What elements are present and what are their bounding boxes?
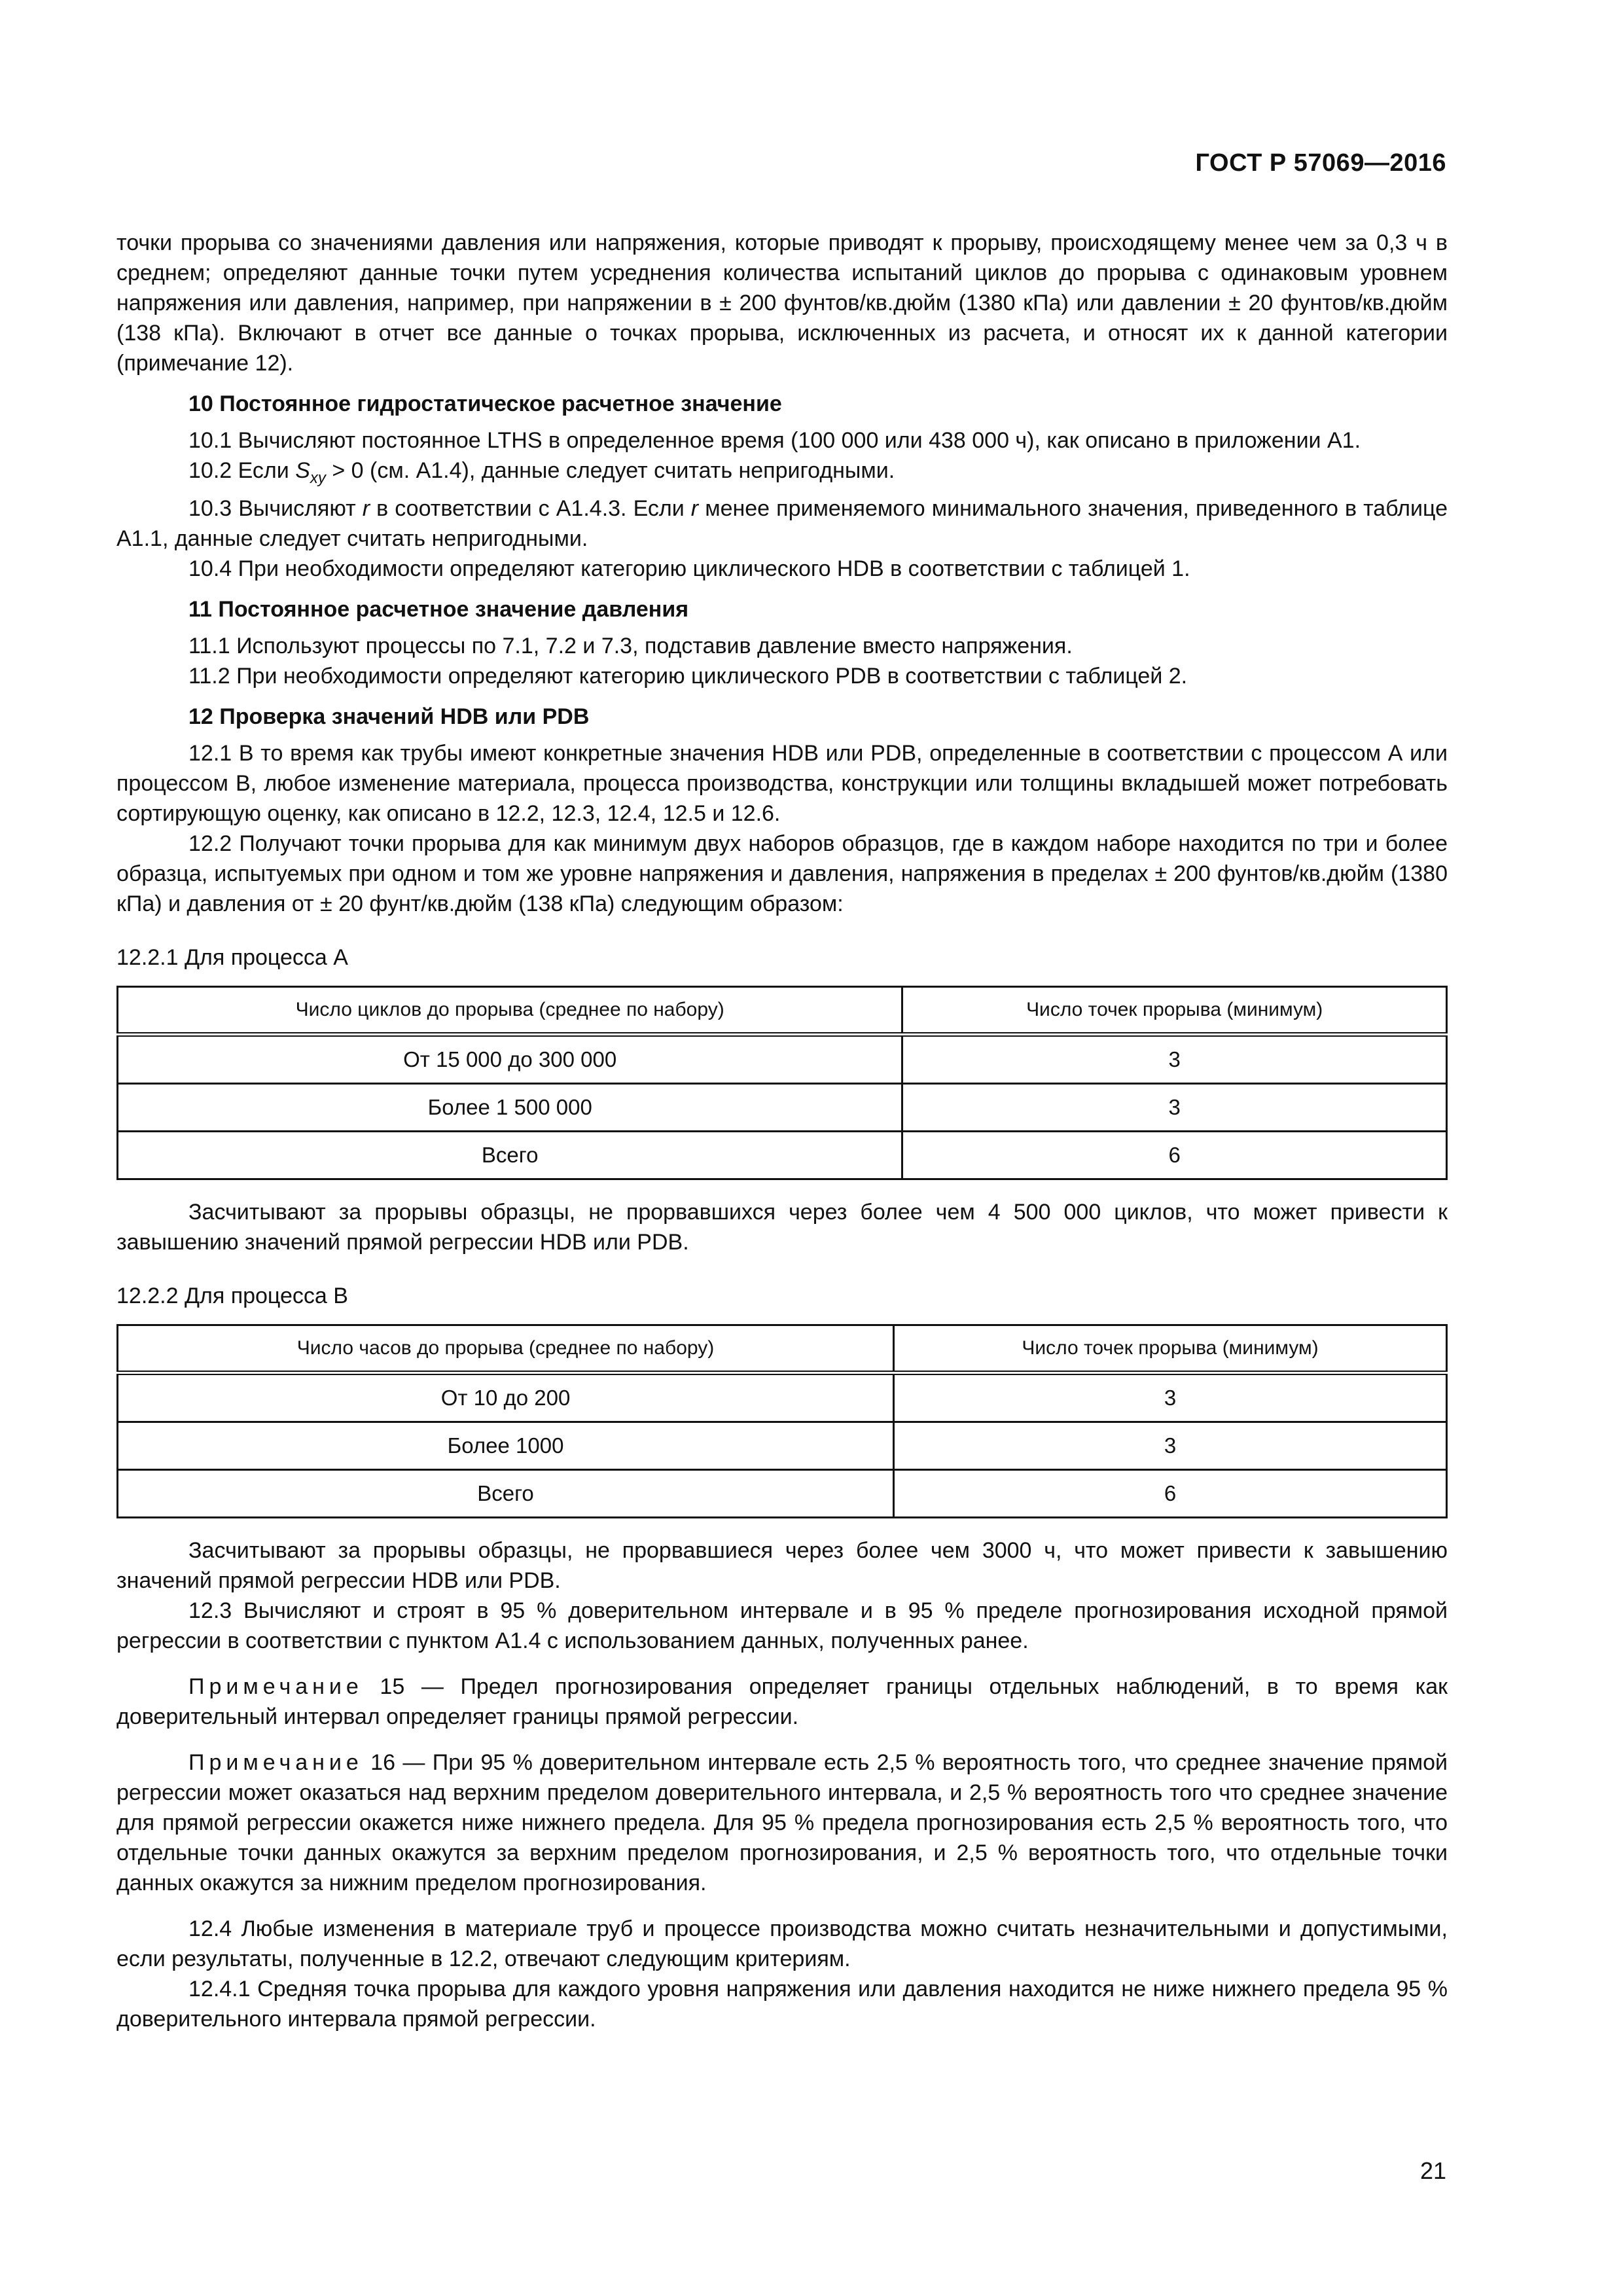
table-cell: 6: [894, 1470, 1447, 1518]
paragraph-12-1: 12.1 В то время как трубы имеют конкретные значения HDB или PDB, определенные в соответствии с процессом А или процессом В, любое изменение материала, процесса производства, конструкции или толщины вкладышей может потребовать сортирующую оценку, как описано в 12.2, 12.3, 12.4, 12.5 и 12.6.: [116, 741, 1448, 826]
symbol-s: S: [295, 458, 310, 483]
paragraph-12-4: 12.4 Любые изменения в материале труб и процессе производства можно считать незначительными и допустимыми, если результаты, полученные в 12.2, отвечают следующим критериям.: [116, 1916, 1448, 1971]
paragraph-after-table-b: Засчитывают за прорывы образцы, не прорвавшиеся через более чем 3000 ч, что может привести к завышению значений прямой регрессии HDB или PDB.: [116, 1538, 1448, 1593]
standard-header: ГОСТ Р 57069—2016: [1195, 149, 1446, 177]
symbol-r: r: [362, 496, 370, 521]
table-cell: Более 1 500 000: [118, 1084, 902, 1132]
note-text: 16 — При 95 % доверительном интервале есть 2,5 % вероятность того, что среднее значение прямой регрессии может оказаться над верхним пределом доверительного интервала, и 2,5 % вероятность того что среднее значение для прямой регрессии окажется ниже нижнего предела. Для 95 % предела прогнозирования есть 2,5 % вероятность того, что отдельные точки данных окажутся за верхним пределом прогнозирования, и 2,5 % вероятность того, что отдельные точки данных окажутся за нижним пределом прогнозирования.: [116, 1750, 1448, 1895]
table-header-cell: Число точек прорыва (минимум): [894, 1325, 1447, 1373]
document-body: [116, 228, 1448, 2034]
table-row: [118, 1084, 1447, 1132]
table-cell: Всего: [118, 1470, 894, 1518]
table-header-cell: Число точек прорыва (минимум): [902, 987, 1447, 1035]
text-fragment: менее применяемого минимального значения, приведенного в таблице А1.1, данные следует считать непригодными.: [116, 496, 1448, 551]
intro-paragraph: точки прорыва со значениями давления или напряжения, которые приводят к прорыву, происходящему менее чем за 0,3 ч в среднем; определяют данные точки путем усреднения количества испытаний циклов до прорыва с одинаковым уровнем напряжения или давления, например, при напряжении в ± 200 фунтов/кв.дюйм (1380 кПа) или давлении ± 20 фунтов/кв.дюйм (138 кПа). Включают в отчет все данные о точках прорыва, исключенных из расчета, и относят их к данной категории (примечание 12).: [116, 230, 1448, 376]
table-header-cell: Число часов до прорыва (среднее по набору): [118, 1325, 894, 1373]
note-text: 15 — Предел прогнозирования определяет границы отдельных наблюдений, в то время как доверительный интервал определяет границы прямой регрессии.: [116, 1674, 1448, 1729]
table-header-cell: Число циклов до прорыва (среднее по набору): [118, 987, 902, 1035]
table-row: [118, 1422, 1447, 1470]
table-row: [118, 1035, 1447, 1084]
table-cell: От 10 до 200: [118, 1373, 894, 1422]
paragraph-10-1: 10.1 Вычисляют постоянное LTHS в определенное время (100 000 или 438 000 ч), как описано в приложении А1.: [188, 428, 1361, 453]
paragraph-10-3: [116, 493, 1448, 554]
symbol-r: r: [690, 496, 699, 521]
paragraph-12-3: 12.3 Вычисляют и строят в 95 % доверительном интервале и в 95 % пределе прогнозирования исходной прямой регрессии в соответствии с пунктом А1.4 с использованием данных, полученных ранее.: [116, 1598, 1448, 1653]
text-fragment: > 0 (см. А1.4), данные следует считать непригодными.: [325, 458, 895, 483]
note-16: [116, 1748, 1448, 1898]
subsection-12-2-1-title: 12.2.1 Для процесса А: [116, 945, 348, 970]
table-row: [118, 1470, 1447, 1518]
table-cell: 3: [902, 1035, 1447, 1084]
page-number: 21: [1419, 2157, 1446, 2184]
table-cell: 3: [902, 1084, 1447, 1132]
table-header-row: [118, 1325, 1447, 1373]
table-header-row: [118, 987, 1447, 1035]
text-fragment: в соответствии с А1.4.3. Если: [370, 496, 691, 521]
section-10-heading: 10 Постоянное гидростатическое расчетное значение: [188, 391, 782, 416]
subsection-12-2-2-title: 12.2.2 Для процесса В: [116, 1283, 348, 1308]
table-cell: Более 1000: [118, 1422, 894, 1470]
table-cell: 3: [894, 1422, 1447, 1470]
paragraph-10-2: [116, 456, 1448, 493]
section-12-heading: 12 Проверка значений HDB или PDB: [188, 704, 590, 729]
process-b-table: [116, 1324, 1448, 1518]
table-row: [118, 1132, 1447, 1179]
paragraph-after-table-a: Засчитывают за прорывы образцы, не прорвавшихся через более чем 4 500 000 циклов, что может привести к завышению значений прямой регрессии HDB или PDB.: [116, 1200, 1448, 1255]
table-cell: 3: [894, 1373, 1447, 1422]
section-11-heading: 11 Постоянное расчетное значение давления: [188, 597, 689, 622]
text-fragment: 10.3 Вычисляют: [188, 496, 363, 521]
paragraph-11-2: 11.2 При необходимости определяют категорию циклического PDB в соответствии с таблицей 2.: [188, 664, 1188, 689]
note-label: Примечание: [188, 1750, 363, 1775]
paragraph-11-1: 11.1 Используют процессы по 7.1, 7.2 и 7.3, подставив давление вместо напряжения.: [188, 634, 1073, 658]
table-cell: От 15 000 до 300 000: [118, 1035, 902, 1084]
text-fragment: 10.2 Если: [188, 458, 296, 483]
subscript-xy: xy: [310, 469, 326, 487]
paragraph-10-4: 10.4 При необходимости определяют категорию циклического HDB в соответствии с таблицей 1.: [188, 556, 1190, 581]
table-cell: Всего: [118, 1132, 902, 1179]
paragraph-12-4-1: 12.4.1 Средняя точка прорыва для каждого уровня напряжения или давления находится не ниже нижнего предела 95 % доверительного интервала прямой регрессии.: [116, 1977, 1448, 2032]
process-a-table: [116, 986, 1448, 1180]
table-cell: 6: [902, 1132, 1447, 1179]
note-15: [116, 1672, 1448, 1732]
table-row: [118, 1373, 1447, 1422]
paragraph-12-2: 12.2 Получают точки прорыва для как минимум двух наборов образцов, где в каждом наборе находится по три и более образца, испытуемых при одном и том же уровне напряжения и давления, напряжения в пределах ± 200 фунтов/кв.дюйм (1380 кПа) и давления от ± 20 фунт/кв.дюйм (138 кПа) следующим образом:: [116, 831, 1448, 916]
note-label: Примечание: [188, 1674, 363, 1699]
